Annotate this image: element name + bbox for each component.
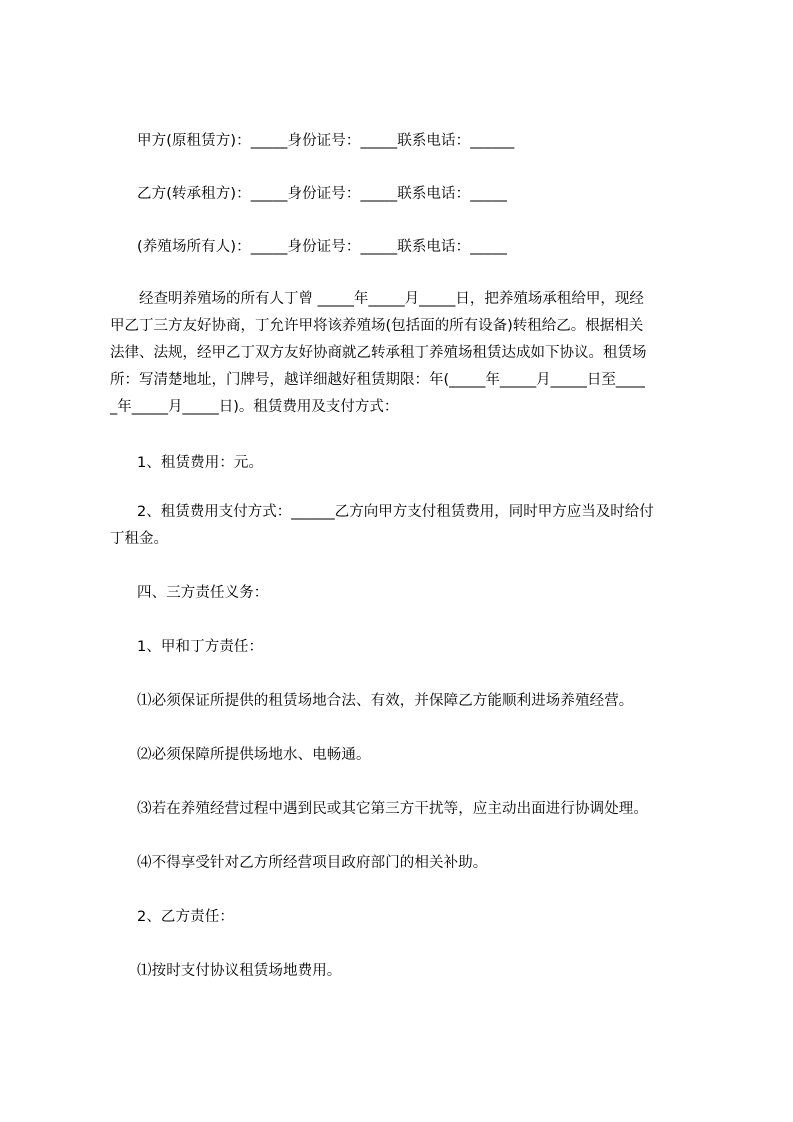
duty-item: ⑴必须保证所提供的租赁场地合法、有效，并保障乙方能顺利进场养殖经营。 [137,693,634,709]
fee-item-2 [110,499,654,553]
fee-item-2-row-2: 丁租金。 [110,531,168,547]
fee-item-1: 1、租赁费用：元。 [137,455,264,471]
preamble-row-5: _年_____月_____日)。租赁费用及支付方式： [110,399,399,415]
preamble-row-1: 经查明养殖场的所有人丁曾 _____年_____月_____日，把养殖场承租给甲，现经 [139,291,644,307]
preamble-row-4: 所：写清楚地址，门牌号，越详细越好租赁期限：年(_____年_____月_____日至____ [110,372,645,388]
section-4-heading: 四、三方责任义务： [137,585,269,601]
party-a-line: 甲方(原租赁方)：_____身份证号：_____联系电话：______ [137,133,515,149]
preamble-paragraph [110,286,647,421]
preamble-row-3: 法律、法规，经甲乙丁双方友好协商就乙转承租丁养殖场租赁达成如下协议。租赁场 [110,345,647,361]
party-b-line: 乙方(转承租方)：_____身份证号：_____联系电话：_____ [137,186,507,202]
duty-item: ⑶若在养殖经营过程中遇到民或其它第三方干扰等，应主动出面进行协调处理。 [137,801,648,817]
party-b-duties-heading: 2、乙方责任： [137,909,234,925]
fee-item-2-row-1: 2、租赁费用支付方式：______乙方向甲方支付租赁费用，同时甲方应当及时给付 [137,504,654,520]
party-c-line: (养殖场所有人)：_____身份证号：_____联系电话：_____ [137,239,507,255]
duty-item: ⑷不得享受针对乙方所经营项目政府部门的相关补助。 [137,855,488,871]
duty-item: ⑴按时支付协议租赁场地费用。 [137,963,342,979]
preamble-row-2: 甲乙丁三方友好协商，丁允许甲将该养殖场(包括面的所有设备)转租给乙。根据相关 [110,318,644,334]
duty-item: ⑵必须保障所提供场地水、电畅通。 [137,747,371,763]
party-a-d-duties-heading: 1、甲和丁方责任： [137,639,264,655]
